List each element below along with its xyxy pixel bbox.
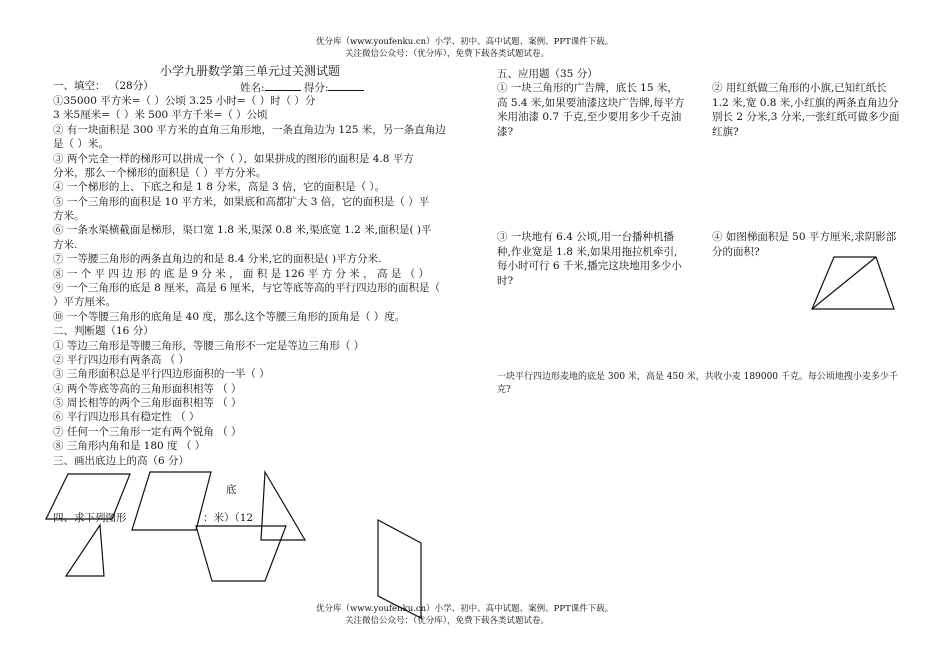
fill-line-5: ③ 两个完全一样的梯形可以拼成一个（ ），如果拼成的图形的面积是 4.8 平方 <box>53 153 414 165</box>
fill-line-11: 方米. <box>53 239 78 251</box>
judge-line-2: ② 平行四边形有两条高 （ ） <box>53 354 190 366</box>
fill-line-1: ①35000 平方米=（ ）公顷 3.25 小时=（ ）时（ ）分 <box>53 95 316 107</box>
question-5: 一块平行四边形麦地的底是 300 米，高是 450 米，共收小麦 189000 千克。每公顷地搜小麦多少千克? <box>497 372 898 395</box>
judge-line-5: ⑤ 周长相等的两个三角形面积相等 （ ） <box>53 397 242 409</box>
fill-line-16: ⑩ 一个等腰三角形的底角是 40 度，那么这个等腰三角形的顶角是（ ）度。 <box>53 311 406 323</box>
score-label: 得分: <box>303 82 329 94</box>
judge-line-8: ⑧ 三角形内角和是 180 度 （ ） <box>53 440 206 452</box>
question-1: ① 一块三角形的广告牌，底长 15 米，高 5.4 米,如果要油漆这块广告牌,每平方米用油漆 0.7 千克,至少要用多少千克油漆? <box>497 82 685 138</box>
fill-line-8: ⑤ 一个三角形的面积是 10 平方米，如果底和高都扩大 3 倍，它的面积是（ ）平 <box>53 196 430 208</box>
part3-heading: 三、画出底边上的高（6 分） <box>53 455 190 467</box>
name-label: 姓名: <box>240 82 265 94</box>
fill-line-7: ④ 一个梯形的上、下底之和是 1 8 分米，高是 3 倍，它的面积是（ ）。 <box>53 181 386 193</box>
fill-line-14: ⑨ 一个三角形的底是 8 厘米，高是 6 厘米，与它等底等高的平行四边形的面积是（ <box>53 282 441 294</box>
fill-line-13: ⑧ 一 个 平 四 边 形 的 底 是 9 分 米 ， 面 积 是 126 平 方 分 米 ， 高 是 （ ） <box>53 268 429 280</box>
fill-line-12: ⑦ 一等腰三角形的两条直角边的和是 8.4 分米,它的面积是( )平方分米. <box>53 253 382 265</box>
part1-heading: 一、填空： （28分） <box>53 80 154 92</box>
fill-line-2: 3 米5厘米=（ ）米 500 平方千米=（ ）公顷 <box>53 109 268 121</box>
header-line-2: 关注微信公众号：（优分库），免费下载各类试题试卷。 <box>345 49 550 59</box>
judge-line-6: ⑥ 平行四边形具有稳定性 （ ） <box>53 411 200 423</box>
part5-heading: 五、应用题（35 分） <box>497 68 598 80</box>
part2-heading: 二、判断题（16 分） <box>53 325 154 337</box>
exam-title: 小学九册数学第三单元过关测试题 <box>160 64 341 78</box>
fill-line-10: ⑥ 一条水渠横截面是梯形，渠口宽 1.8 米,渠深 0.8 米,渠底宽 1.2 米,面积是( )平 <box>53 224 432 236</box>
parallelogram-figure-1 <box>46 474 130 519</box>
judge-line-3: ③ 三角形面积总是平行四边形面积的一半（ ） <box>53 368 270 380</box>
question-3: ③ 一块地有 6.4 公顷,用一台播种机播种,作业宽是 1.8 米,如果用拖拉机牵引,每小时可行 6 千米,播完这块地用多少小时? <box>497 231 682 287</box>
judge-line-4: ④ 两个等底等高的三角形面积相等 （ ） <box>53 383 242 395</box>
header-line-1: 优分库（www.youfenku.cn）小学、初中、高中试题、案例、PPT课件下载。 <box>316 37 614 47</box>
parallelogram-figure-2 <box>132 472 211 530</box>
fill-line-6: 分米，那么一个梯形的面积是（ ）平方分米。 <box>53 167 267 179</box>
trapezoid-figure-q4 <box>812 257 894 309</box>
footer-line-2: 关注微信公众号：（优分库），免费下载各类试题试卷。 <box>345 616 550 626</box>
fill-line-3: ② 有一块面积是 300 平方米的直角三角形地，一条直角边为 125 米，另一条直角边 <box>53 124 446 136</box>
trapezoid-figure-inverted <box>196 526 286 581</box>
triangle-figure-small <box>66 525 104 576</box>
base-label: 底 <box>226 484 237 496</box>
fill-line-15: ）平方厘米。 <box>53 296 116 308</box>
question-2: ② 用红纸做三角形的小旗,已知红纸长 1.2 米,宽 0.8 米,小红旗的两条直角边分别长 2 分米,3 分米,一张红纸可做多少面红旗? <box>712 82 900 138</box>
footer-line-1: 优分库（www.youfenku.cn）小学、初中、高中试题、案例、PPT课件下载。 <box>316 604 614 614</box>
fill-line-4: 是（ ）米。 <box>53 138 109 150</box>
question-4: ④ 如图梯面积是 50 平方厘米,求阴影部分的面积? <box>712 231 897 258</box>
trapezoid-diagonal <box>812 257 876 309</box>
fill-line-9: 方米。 <box>53 210 85 222</box>
triangle-figure-tall <box>261 472 305 540</box>
part4-heading-right: ：米）（12 <box>203 512 254 524</box>
judge-line-1: ① 等边三角形是等腰三角形，等腰三角形不一定是等边三角形（ ） <box>53 340 365 352</box>
judge-line-7: ⑦ 任何一个三角形一定有两个锐角 （ ） <box>53 426 242 438</box>
part4-heading-left: 四、求下列图形 <box>53 512 127 524</box>
